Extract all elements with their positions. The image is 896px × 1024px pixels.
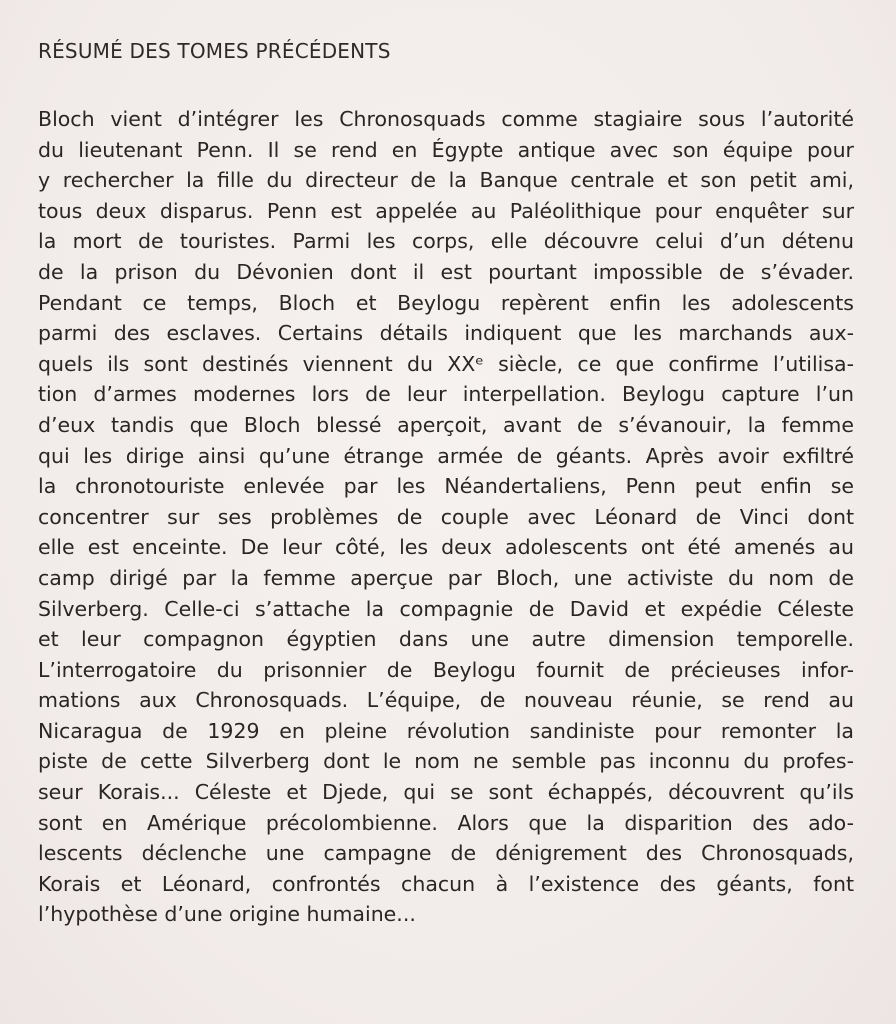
text-line: tous deux disparus. Penn est appelée au Paléolithique pour enquêter sur: [38, 198, 854, 223]
text-line: d’eux tandis que Bloch blessé aperçoit, avant de s’évanouir, la femme: [38, 412, 854, 437]
text-line: de la prison du Dévonien dont il est pourtant impossible de s’évader.: [38, 259, 854, 284]
text-line: lescents déclenche une campagne de dénigrement des Chronosquads,: [38, 841, 854, 866]
text-line: y rechercher la fille du directeur de la Banque centrale et son petit ami,: [38, 168, 854, 193]
text-line: L’interrogatoire du prisonnier de Beylogu fournit de précieuses infor-: [38, 657, 854, 682]
text-line: Korais et Léonard, confrontés chacun à l’existence des géants, font: [38, 871, 854, 896]
text-line: parmi des esclaves. Certains détails indiquent que les marchands aux-: [38, 321, 854, 346]
text-line: concentrer sur ses problèmes de couple avec Léonard de Vinci dont: [38, 504, 854, 529]
text-line: quels ils sont destinés viennent du XXᵉ siècle, ce que confirme l’utilisa-: [38, 351, 854, 376]
text-line: elle est enceinte. De leur côté, les deux adolescents ont été amenés au: [38, 535, 854, 560]
summary-paragraph: [38, 104, 854, 930]
text-line: et leur compagnon égyptien dans une autre dimension temporelle.: [38, 627, 854, 652]
section-heading: RÉSUMÉ DES TOMES PRÉCÉDENTS: [38, 39, 391, 63]
text-line: piste de cette Silverberg dont le nom ne semble pas inconnu du profes-: [38, 749, 854, 774]
text-line: sont en Amérique précolombienne. Alors que la disparition des ado-: [38, 810, 854, 835]
text-line: qui les dirige ainsi qu’une étrange armée de géants. Après avoir exfiltré: [38, 443, 854, 468]
text-line: du lieutenant Penn. Il se rend en Égypte antique avec son équipe pour: [38, 137, 854, 162]
text-line: Nicaragua de 1929 en pleine révolution sandiniste pour remonter la: [38, 718, 854, 743]
text-line: Silverberg. Celle-ci s’attache la compagnie de David et expédie Céleste: [38, 596, 854, 621]
text-line: camp dirigé par la femme aperçue par Bloch, une activiste du nom de: [38, 565, 854, 590]
text-line: Bloch vient d’intégrer les Chronosquads comme stagiaire sous l’autorité: [38, 107, 854, 131]
text-line: la chronotouriste enlevée par les Néandertaliens, Penn peut enfin se: [38, 474, 854, 499]
text-line: la mort de touristes. Parmi les corps, elle découvre celui d’un détenu: [38, 229, 854, 254]
text-line: Pendant ce temps, Bloch et Beylogu repèrent enfin les adolescents: [38, 290, 854, 315]
text-line: mations aux Chronosquads. L’équipe, de nouveau réunie, se rend au: [38, 688, 854, 713]
text-line: l’hypothèse d’une origine humaine...: [38, 902, 416, 927]
text-line: seur Korais... Céleste et Djede, qui se sont échappés, découvrent qu’ils: [38, 780, 854, 805]
text-line: tion d’armes modernes lors de leur interpellation. Beylogu capture l’un: [38, 382, 854, 407]
